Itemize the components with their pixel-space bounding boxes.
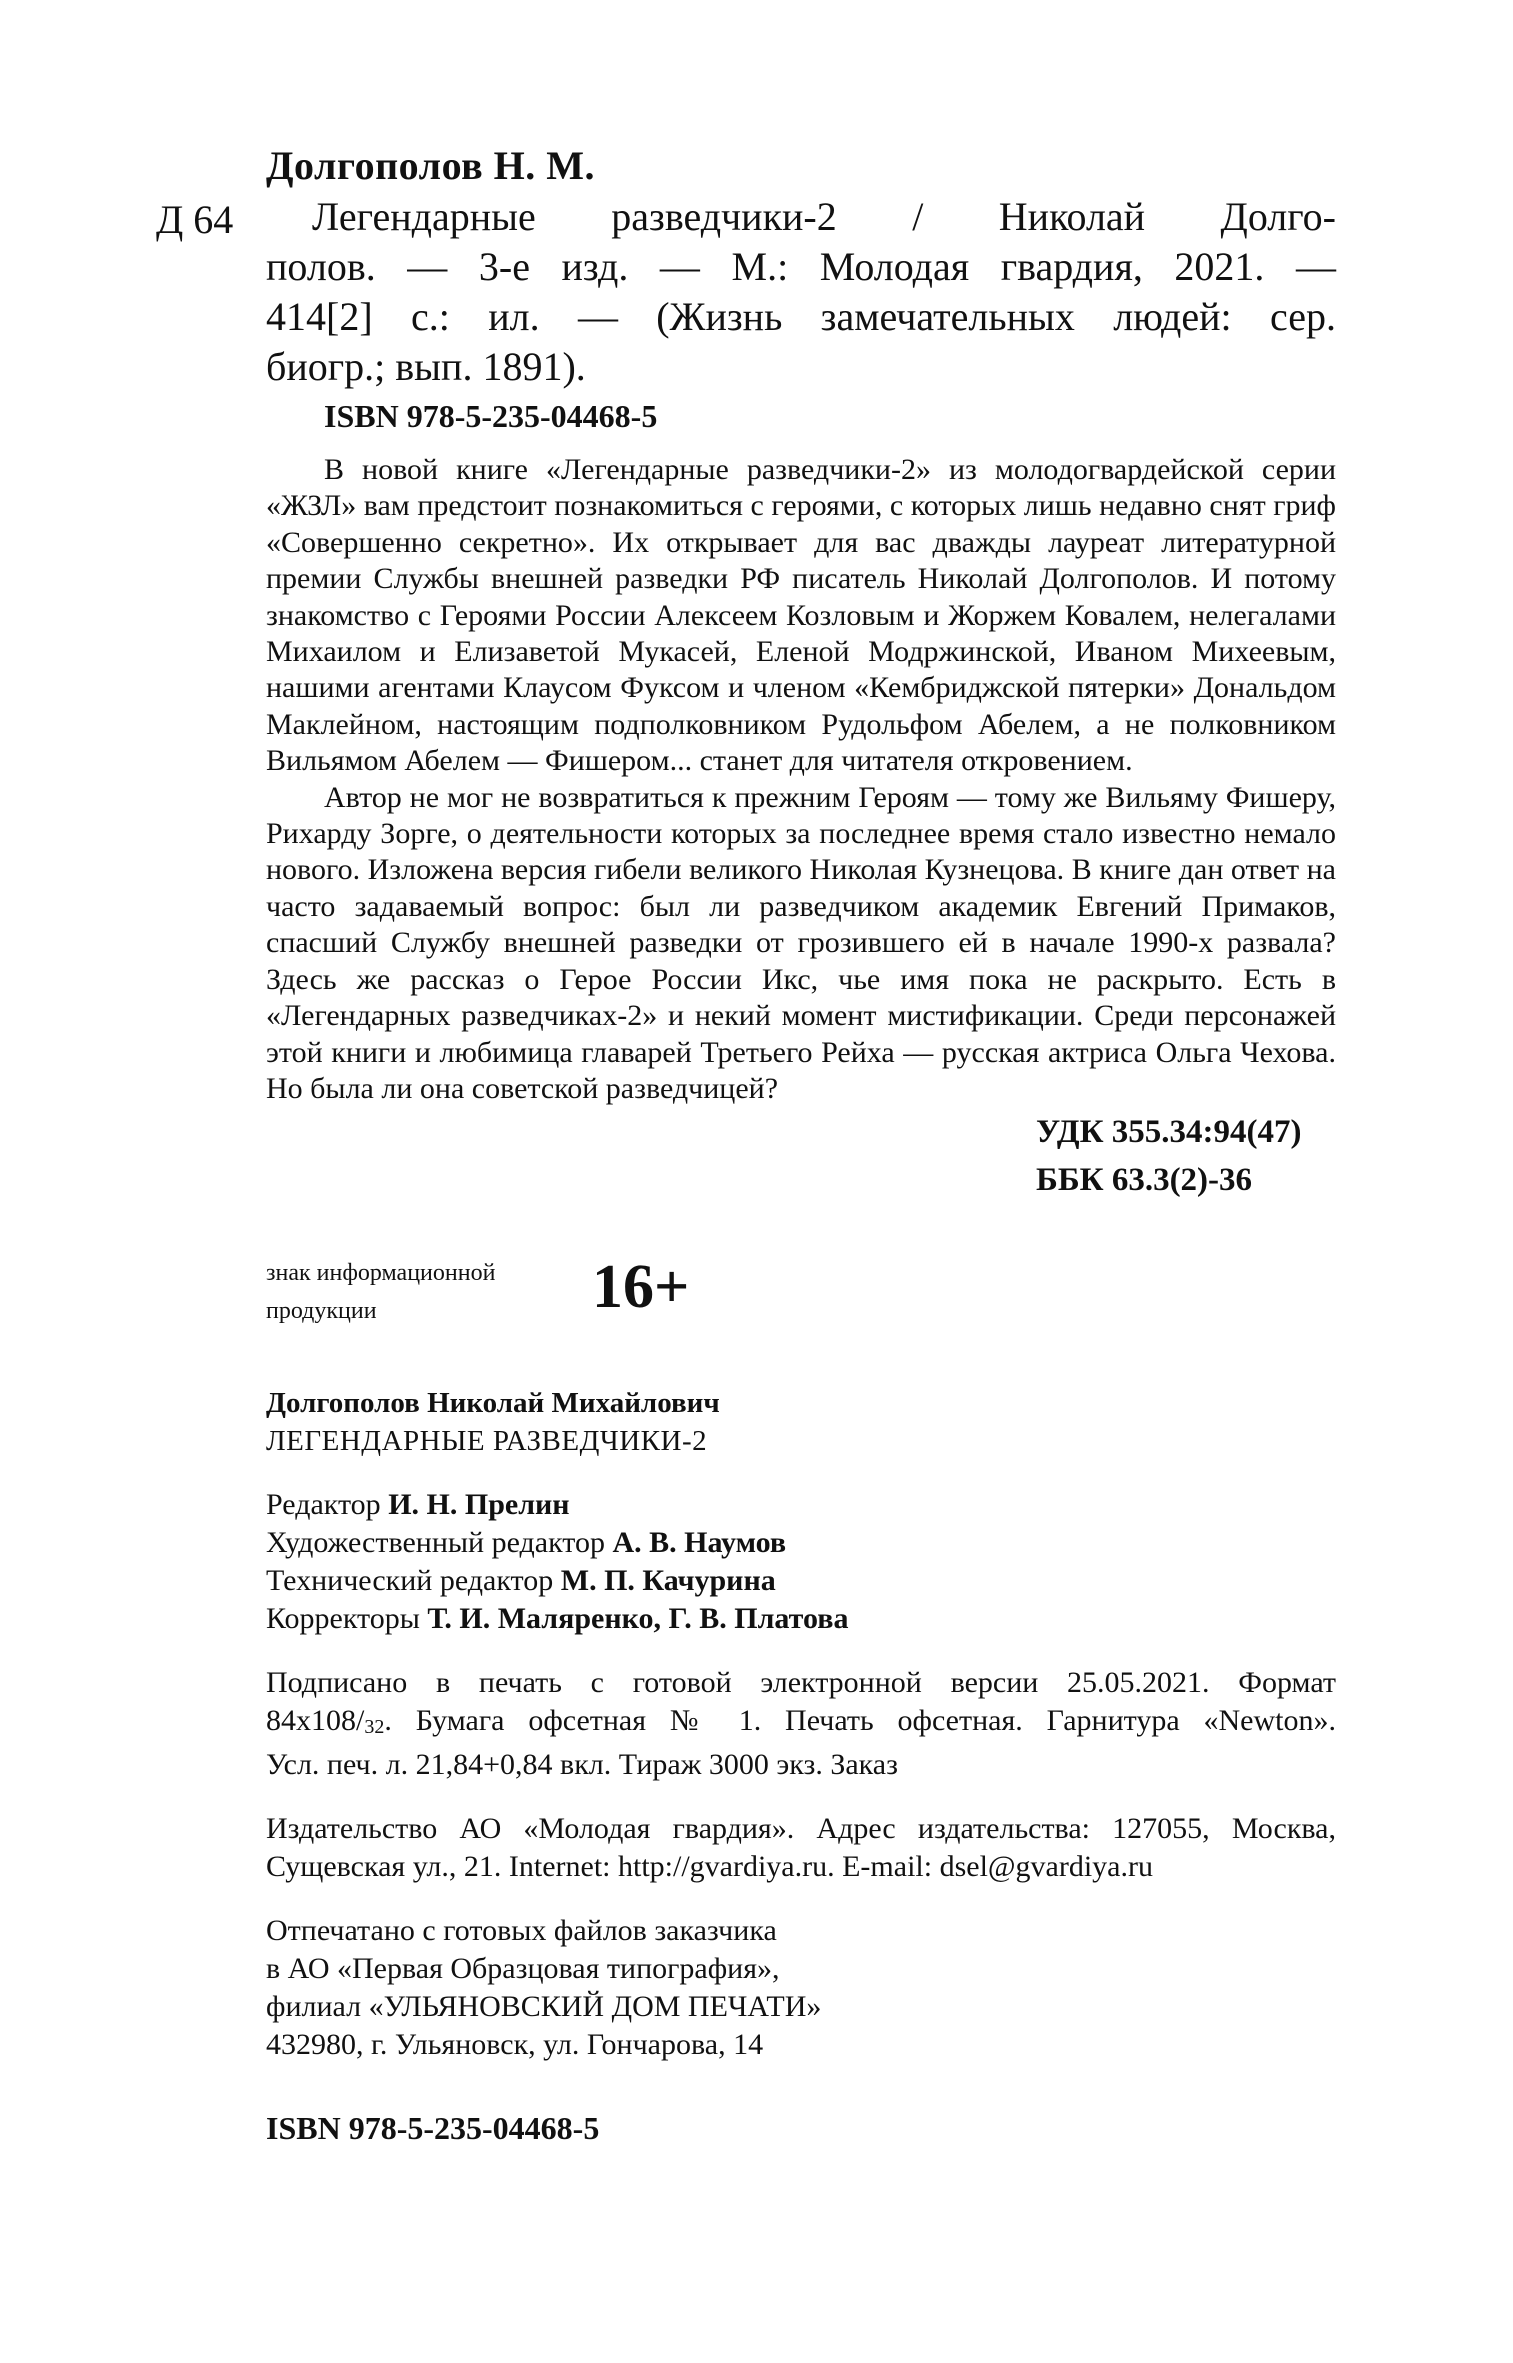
publisher-info (266, 1810, 1336, 1886)
print-line: Подписано в печать с готовой электронной версии 25.05.2021. Формат (266, 1666, 1336, 1699)
print-details (266, 1664, 1336, 1784)
print-line (266, 1702, 1336, 1746)
format-text: 84x108/ (266, 1704, 365, 1737)
staff-role: Художественный редактор (266, 1526, 605, 1559)
biblio-line: Легендарные разведчики-2 / Николай Долго- (312, 194, 1336, 239)
biblio-line: биогр.; вып. 1891). (266, 344, 586, 389)
staff-row (266, 1562, 1336, 1600)
annotation (266, 452, 1336, 1107)
publisher-line: Издательство АО «Молодая гвардия». Адрес издательства: 127055, Москва, (266, 1812, 1336, 1845)
isbn-bottom: ISBN 978-5-235-04468-5 (266, 2110, 600, 2146)
udk-code: УДК 355.34:94(47) (1036, 1114, 1302, 1150)
age-rating-label-line: знак информационной (266, 1260, 496, 1286)
format-subscript: 32 (364, 1716, 385, 1738)
printer-line: 432980, г. Ульяновск, ул. Гончарова, 14 (266, 2028, 764, 2061)
staff-name: А. В. Наумов (612, 1526, 787, 1559)
imprint-block (266, 1384, 1336, 2090)
annotation-paragraph: Автор не мог не возвратиться к прежним Героям — тому же Вильяму Фишеру, Рихарду Зорге, о деятельности которых за последнее время стало известно немало нового. Изложена версия гибели великого Николая Кузнецова. В книге дан ответ на часто задаваемый вопрос: был ли разведчиком академик Евгений Примаков, спасший Службу внешней разведки от грозившего ей в начале 1990-х развала? Здесь же рассказ о Герое России Икс, чье имя пока не раскрыто. Есть в «Легендарных разведчиках-2» и некий момент мистификации. Среди персонажей этой книги и любимица главарей Третьего Рейха — русская актриса Ольга Чехова. Но была ли она советской разведчицей? (266, 780, 1336, 1105)
printer-line: филиал «УЛЬЯНОВСКИЙ ДОМ ПЕЧАТИ» (266, 1990, 822, 2023)
staff-role: Редактор (266, 1488, 381, 1521)
age-rating-label-line: продукции (266, 1298, 377, 1324)
biblio-line: 414[2] с.: ил. — (Жизнь замечательных людей: сер. (266, 294, 1336, 339)
staff-list (266, 1486, 1336, 1638)
staff-row (266, 1524, 1336, 1562)
staff-role: Технический редактор (266, 1564, 554, 1597)
author-heading: Долгополов Н. М. (266, 143, 596, 188)
age-rating-label (266, 1254, 566, 1330)
classification-codes (1036, 1108, 1301, 1204)
print-line: Усл. печ. л. 21,84+0,84 вкл. Тираж 3000 экз. Заказ (266, 1748, 898, 1781)
printer-line: в АО «Первая Образцовая типография», (266, 1952, 780, 1985)
staff-row (266, 1486, 1336, 1524)
bibliographic-description (266, 192, 1336, 392)
imprint-author: Долгополов Николай Михайлович (266, 1387, 720, 1419)
printer-line: Отпечатано с готовых файлов заказчика (266, 1914, 777, 1947)
age-rating-mark: 16+ (592, 1253, 690, 1321)
isbn-top: ISBN 978-5-235-04468-5 (324, 398, 658, 434)
call-number: Д 64 (156, 197, 234, 242)
publisher-line: Сущевская ул., 21. Internet: http://gvardiya.ru. E-mail: dsel@gvardiya.ru (266, 1850, 1153, 1883)
staff-row (266, 1600, 1336, 1638)
paper-text: . Бумага офсетная № 1. Печать офсетная. Гарнитура «Newton». (384, 1704, 1336, 1737)
staff-name: И. Н. Прелин (388, 1488, 570, 1521)
staff-role: Корректоры (266, 1602, 420, 1635)
staff-name: М. П. Качурина (560, 1564, 776, 1597)
imprint-book-title: ЛЕГЕНДАРНЫЕ РАЗВЕДЧИКИ-2 (266, 1425, 708, 1457)
printer-info (266, 1912, 1336, 2064)
biblio-line: полов. — 3-е изд. — М.: Молодая гвардия, 2021. — (266, 244, 1336, 289)
staff-name: Т. И. Маляренко, Г. В. Платова (427, 1602, 849, 1635)
annotation-paragraph: В новой книге «Легендарные разведчики-2» из молодогвардейской серии «ЖЗЛ» вам предстоит познакомиться с героями, с которых лишь недавно снят гриф «Совершенно секретно». Их открывает для вас дважды лауреат литературной премии Службы внешней разведки РФ писатель Николай Долгополов. И потому знакомство с Героями России Алексеем Козловым и Жоржем Ковалем, нелегалами Михаилом и Елизаветой Мукасей, Еленой Модржинской, Иваном Михеевым, нашими агентами Клаусом Фуксом и членом «Кембриджской пятерки» Дональдом Маклейном, настоящим подполковником Рудольфом Абелем, а не полковником Вильямом Абелем — Фишером... станет для читателя откровением. (266, 453, 1336, 778)
bbk-code: ББК 63.3(2)-36 (1036, 1162, 1253, 1198)
